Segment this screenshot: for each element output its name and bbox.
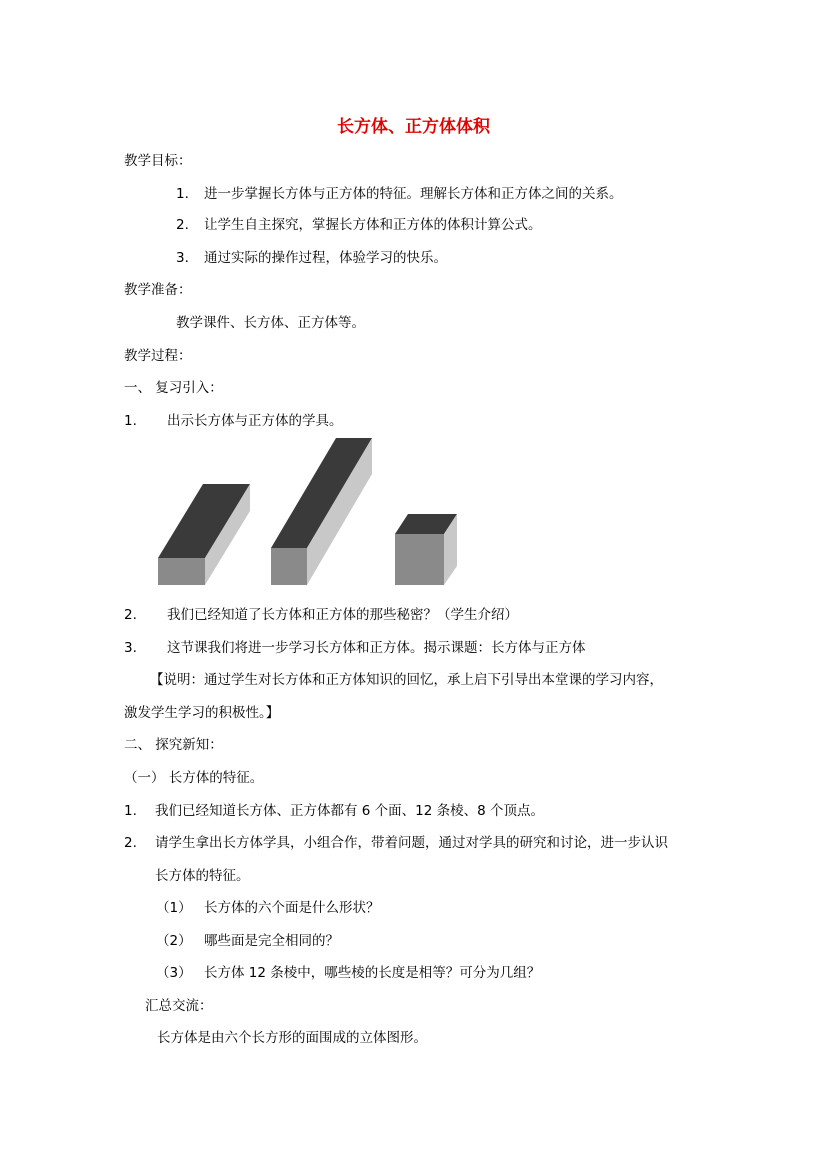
part2-item-2-cont: 长方体的特征。 bbox=[155, 868, 250, 884]
solids-figure bbox=[150, 430, 470, 590]
objective-3-num: 3. bbox=[176, 250, 189, 266]
question-3-text: 长方体 12 条棱中，哪些棱的长度是相等？可分为几组？ bbox=[204, 965, 541, 981]
objective-1-text: 进一步掌握长方体与正方体的特征。理解长方体和正方体之间的关系。 bbox=[204, 186, 623, 202]
process-heading: 教学过程： bbox=[124, 348, 192, 364]
question-3-num: （3） bbox=[156, 965, 192, 981]
part1-note-line2: 激发学生学习的积极性。】 bbox=[124, 705, 280, 721]
part1-item-3-num: 3. bbox=[124, 640, 137, 656]
summary-heading: 汇总交流： bbox=[145, 998, 213, 1014]
objective-2-text: 让学生自主探究，掌握长方体和正方体的体积计算公式。 bbox=[204, 217, 542, 233]
objective-2-num: 2. bbox=[176, 217, 189, 233]
objective-1-num: 1. bbox=[176, 186, 189, 202]
question-1-num: （1） bbox=[156, 900, 192, 916]
cuboid-tall-icon bbox=[271, 438, 372, 585]
part1-item-2-text: 我们已经知道了长方体和正方体的那些秘密？（学生介绍） bbox=[167, 607, 518, 623]
part2-item-1-num: 1. bbox=[124, 803, 137, 819]
part2-item-1-text: 我们已经知道长方体、正方体都有 6 个面、12 条棱、8 个顶点。 bbox=[155, 803, 545, 819]
part2-item-2-num: 2. bbox=[124, 835, 137, 851]
question-1-text: 长方体的六个面是什么形状？ bbox=[204, 900, 380, 916]
page-title: 长方体、正方体体积 bbox=[337, 117, 490, 137]
summary-text: 长方体是由六个长方形的面围成的立体图形。 bbox=[157, 1030, 427, 1046]
preparation-text: 教学课件、长方体、正方体等。 bbox=[176, 315, 365, 331]
part1-item-3-text: 这节课我们将进一步学习长方体和正方体。揭示课题：长方体与正方体 bbox=[167, 640, 586, 656]
objectives-heading: 教学目标： bbox=[124, 153, 192, 169]
part2-sub1-heading: （一） 长方体的特征。 bbox=[124, 770, 264, 786]
cube-icon bbox=[395, 514, 457, 585]
part1-item-1-num: 1. bbox=[124, 413, 137, 429]
part2-heading: 二、 探究新知： bbox=[124, 737, 223, 753]
part1-heading: 一、 复习引入： bbox=[124, 380, 223, 396]
part1-item-2-num: 2. bbox=[124, 607, 137, 623]
question-2-text: 哪些面是完全相同的？ bbox=[204, 933, 339, 949]
question-2-num: （2） bbox=[156, 933, 192, 949]
cuboid-left-icon bbox=[158, 484, 250, 585]
objective-3-text: 通过实际的操作过程，体验学习的快乐。 bbox=[204, 250, 447, 266]
part2-item-2-text: 请学生拿出长方体学具，小组合作，带着问题，通过对学具的研究和讨论，进一步认识 bbox=[155, 835, 668, 851]
part1-item-1-text: 出示长方体与正方体的学具。 bbox=[167, 413, 343, 429]
part1-note-line1: 【说明：通过学生对长方体和正方体知识的回忆，承上启下引导出本堂课的学习内容， bbox=[150, 672, 663, 688]
preparation-heading: 教学准备： bbox=[124, 282, 192, 298]
